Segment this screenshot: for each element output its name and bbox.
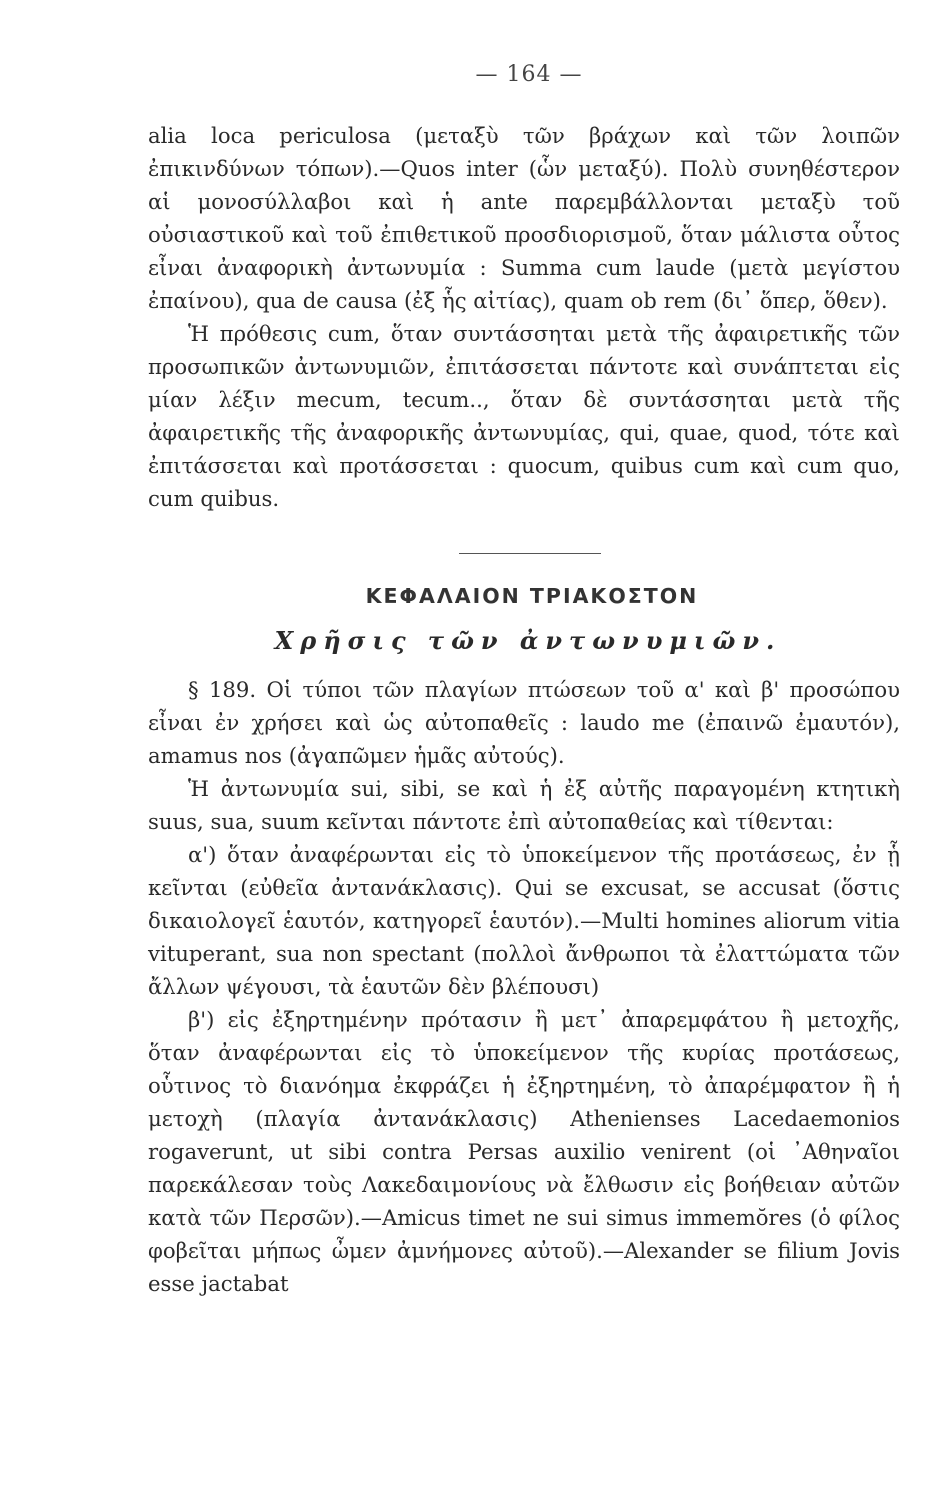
paragraph-continuation: alia loca periculosa (μεταξὺ τῶν βράχων καὶ τῶν λοιπῶν ἐπικινδύνων τόπων).—Quos inter (ὧν μεταξύ). Πολὺ συνηθέστερον αἱ μονοσύλλαβοι καὶ ἡ ante παρεμβάλλονται μεταξὺ τοῦ οὐσιαστικοῦ καὶ τοῦ ἐπιθετικοῦ προσδιορισμοῦ, ὅταν μάλιστα οὗτος εἶναι ἀναφορικὴ ἀντωνυμία : Summa cum laude (μετὰ μεγίστου ἐπαίνου), qua de causa (ἐξ ἧς αἰτίας), quam ob rem (δι᾿ ὅπερ, ὅθεν). — [148, 123, 900, 313]
paragraph-cum-preposition: Ἡ πρόθεσις cum, ὅταν συντάσσηται μετὰ τῆς ἀφαιρετικῆς τῶν προσωπικῶν ἀντωνυμιῶν, ἐπιτάσσεται πάντοτε καὶ συνάπτεται εἰς μίαν λέξιν mecum, tecum.., ὅταν δὲ συντάσσηται μετὰ τῆς ἀφαιρετικῆς τῆς ἀναφορικῆς ἀντωνυμίας, qui, quae, quod, τότε καὶ ἐπιτάσσεται καὶ προτάσσεται : quocum, quibus cum καὶ cum quo, cum quibus. — [148, 321, 900, 511]
section-divider — [459, 553, 601, 554]
section-title: Χρῆσις τῶν ἀντωνυμιῶν. — [274, 626, 782, 655]
paragraph-section-189: § 189. Οἱ τύποι τῶν πλαγίων πτώσεων τοῦ α' καὶ β' προσώπου εἶναι ἐν χρήσει καὶ ὡς αὐτοπαθεῖς : laudo me (ἐπαινῶ ἐμαυτόν), amamus nos (ἀγαπῶμεν ἡμᾶς αὐτούς). — [148, 677, 900, 768]
paragraph-case-alpha: α') ὅταν ἀναφέρωνται εἰς τὸ ὑποκείμενον τῆς προτάσεως, ἐν ᾗ κεῖνται (εὐθεῖα ἀντανάκλασις). Qui se excusat, se accusat (ὅστις δικαιολογεῖ ἑαυτόν, κατηγορεῖ ἑαυτόν).—Multi homines aliorum vitia vituperant, sua non spectant (πολλοὶ ἄνθρωποι τὰ ἐλαττώματα τῶν ἄλλων ψέγουσι, τὰ ἑαυτῶν δὲν βλέπουσι) — [148, 842, 900, 999]
book-page — [148, 62, 900, 1300]
chapter-heading: ΚΕΦΑΛΑΙΟΝ ΤΡΙΑΚΟΣΤΟΝ — [365, 584, 699, 608]
page-number: — 164 — — [475, 62, 583, 87]
paragraph-case-beta: β') εἰς ἐξηρτημένην πρότασιν ἢ μετ᾿ ἀπαρεμφάτου ἢ μετοχῆς, ὅταν ἀναφέρωνται εἰς τὸ ὑποκείμενον τῆς κυρίας προτάσεως, οὗτινος τὸ διανόημα ἐκφράζει ἡ ἐξηρτημένη, τὸ ἀπαρέμφατον ἢ ἡ μετοχὴ (πλαγία ἀντανάκλασις) Athenienses Lacedaemonios rogaverunt, ut sibi contra Persas auxilio venirent (οἱ ᾿Αθηναῖοι παρεκάλεσαν τοὺς Λακεδαιμονίους νὰ ἔλθωσιν εἰς βοήθειαν αὐτῶν κατὰ τῶν Περσῶν).—Amicus timet ne sui simus immemŏres (ὁ φίλος φοβεῖται μήπως ὦμεν ἀμνήμονες αὐτοῦ).—Alexander se filium Jovis esse jactabat — [148, 1007, 900, 1296]
paragraph-reflexive-pronoun: Ἡ ἀντωνυμία sui, sibi, se καὶ ἡ ἐξ αὐτῆς παραγομένη κτητικὴ suus, sua, suum κεῖνται πάντοτε ἐπὶ αὐτοπαθείας καὶ τίθενται: — [148, 776, 900, 834]
